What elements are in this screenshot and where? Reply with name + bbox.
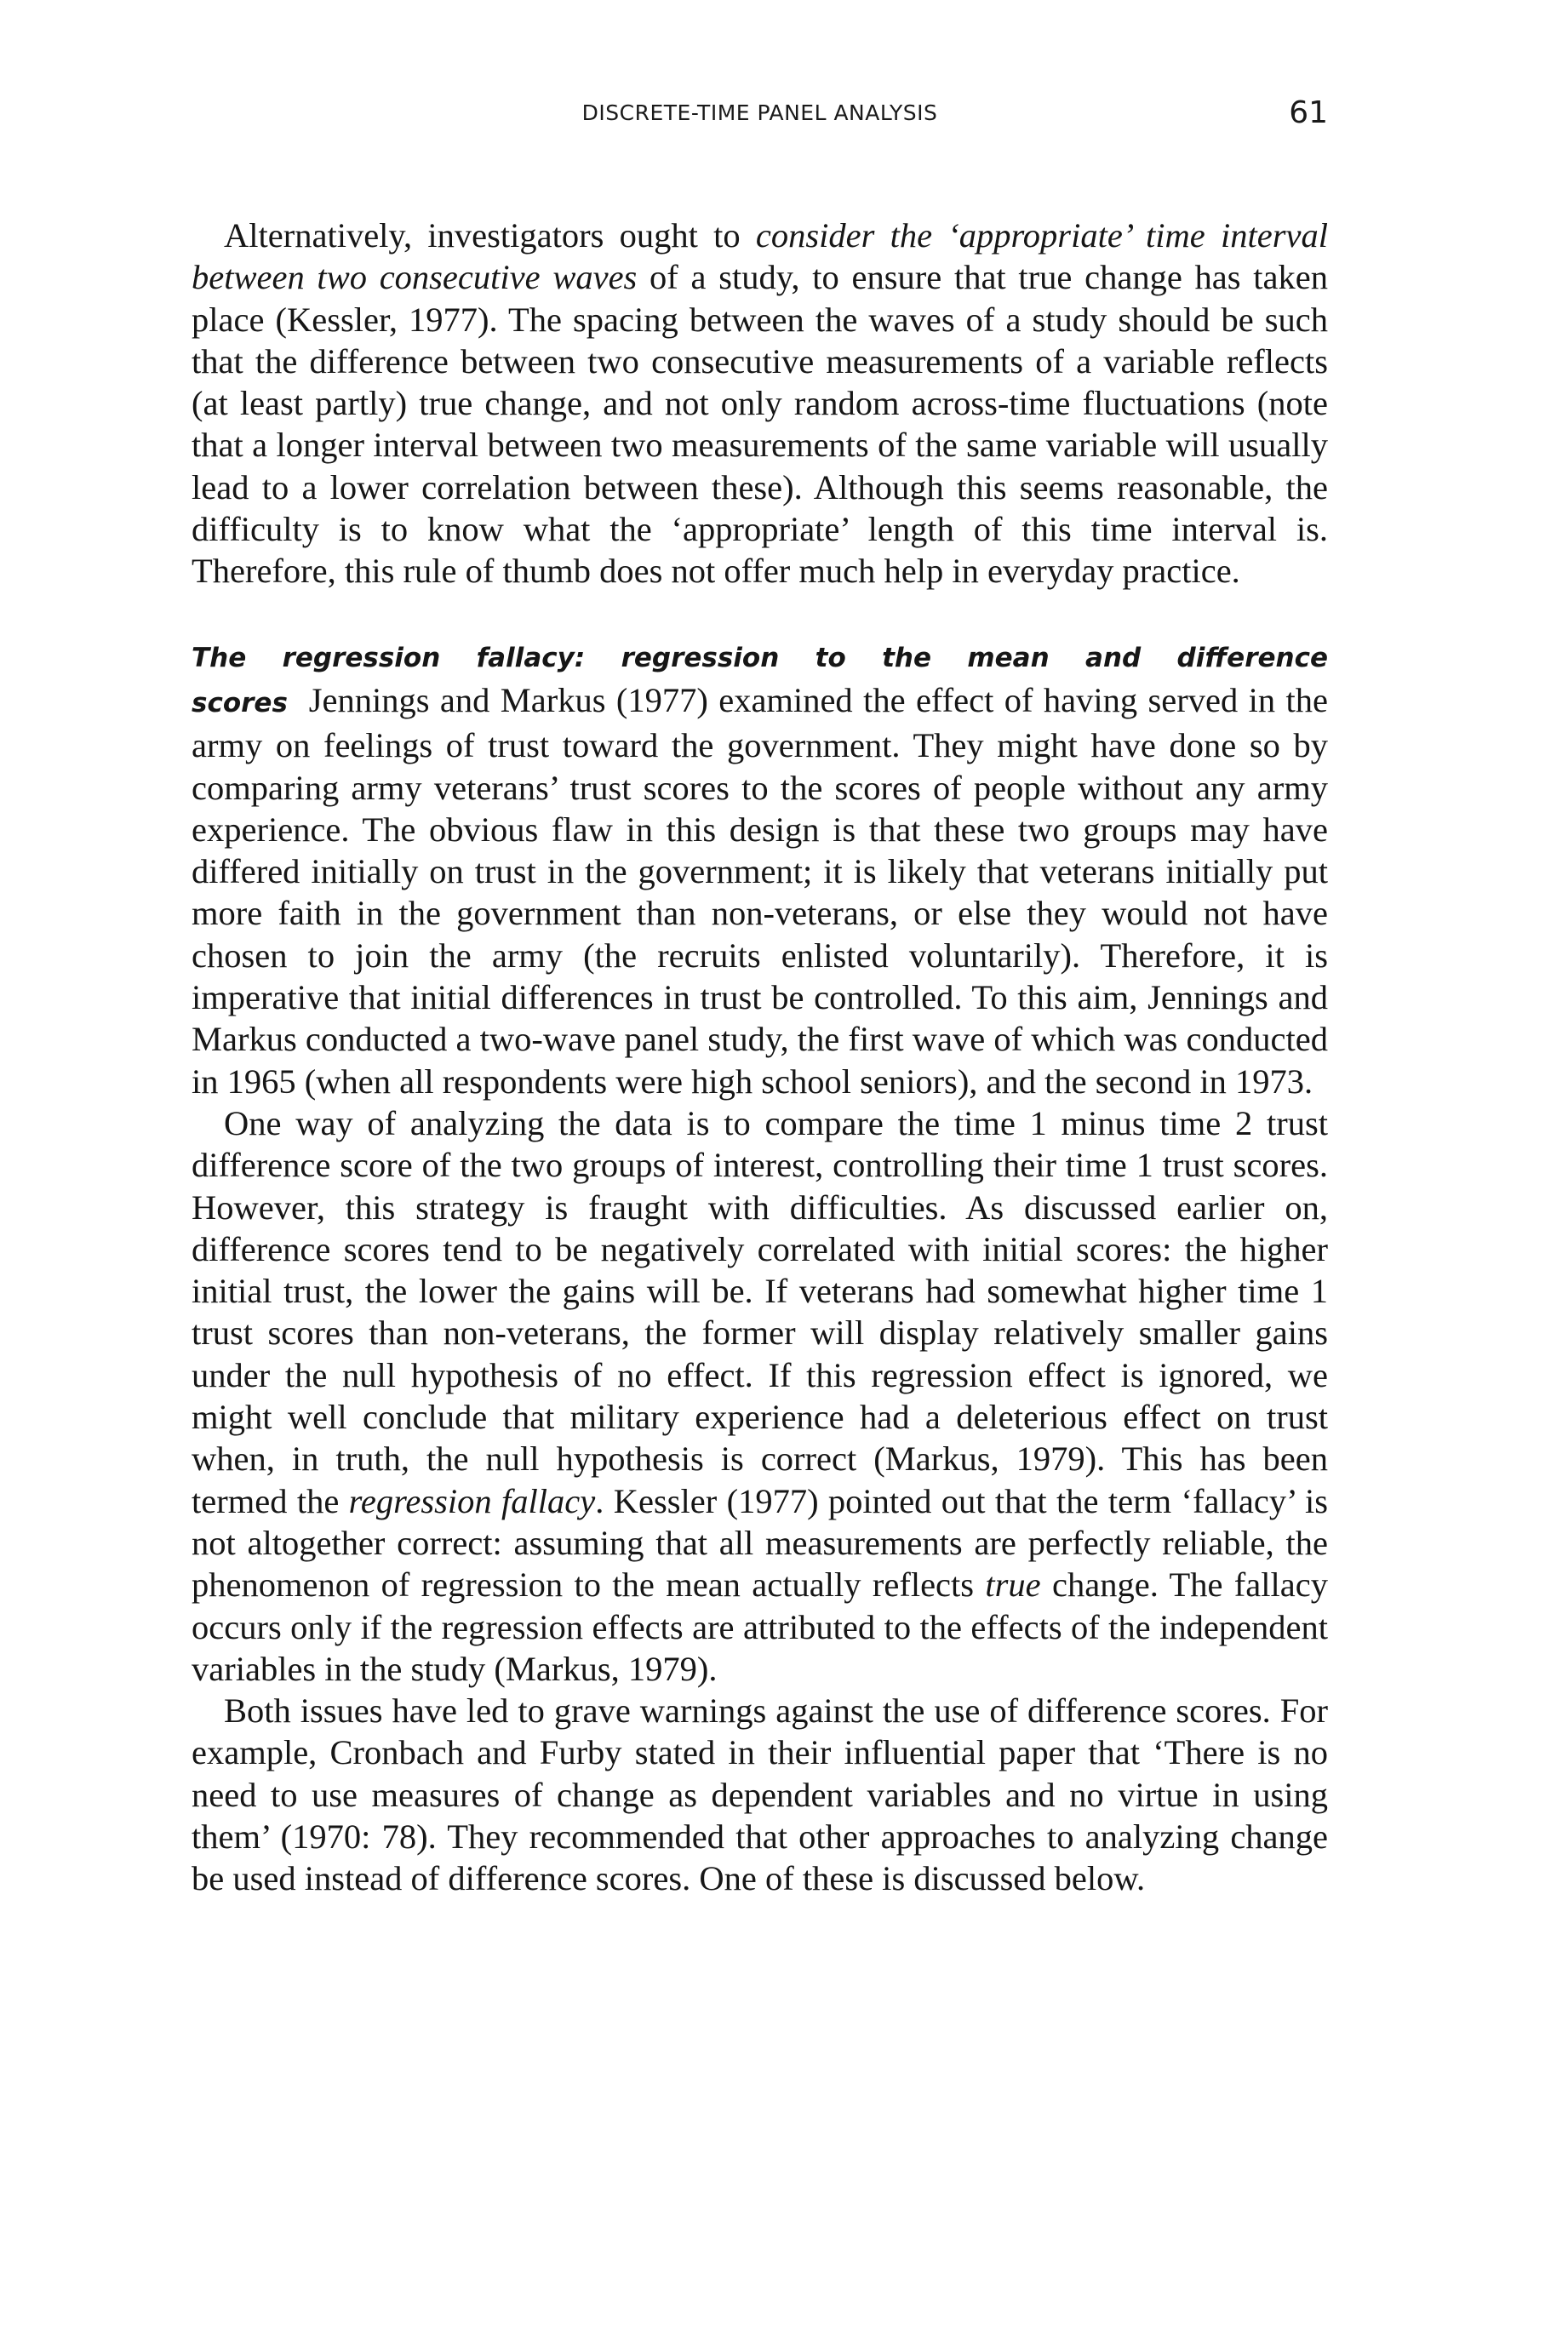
paragraph-text: of a study, to ensure that true change has taken place (Kessler, 1977). The spacing between the waves of a study should be such that the difference between two consecutive measurements of a variable reflects (at least partly) true change, and not only random across-time fluctuations (note that a longer interval between two measurements of the same variable will usually lead to a lower correlation between these). Although this seems reasonable, the difficulty is to know what the ‘appropriate’ length of this time interval is. Therefore, this rule of thumb does not offer much help in everyday practice.: [192, 258, 1328, 591]
emphasis-true: true: [985, 1565, 1041, 1605]
running-head: [192, 95, 1328, 138]
paragraph-text: Both issues have led to grave warnings against the use of difference scores. For example, Cronbach and Furby stated in their influential paper that ‘There is no need to use measures of change as dependent variables and no virtue in using them’ (1970: 78). They recommended that other approaches to analyzing change be used instead of difference scores. One of these is discussed below.: [192, 1691, 1328, 1898]
paragraph-text: Alternatively, investigators ought to: [224, 216, 756, 255]
term-regression-fallacy: regression fallacy: [348, 1481, 596, 1520]
paragraph-difference-scores: [192, 1102, 1328, 1690]
paragraph-text: . Kessler (1977) pointed out that the term ‘fallacy’ is not altogether correct: assuming that all measurements are perfectly reliable, the phenomenon of regression to the mean actually reflects: [192, 1481, 1328, 1605]
paragraph-text: One way of analyzing the data is to compare the time 1 minus time 2 trust difference score of the two groups of interest, controlling their time 1 trust scores. However, this strategy is fraught with difficulties. As discussed earlier on, difference scores tend to be negatively correlated with initial scores: the higher initial trust, the lower the gains will be. If veterans had somewhat higher time 1 trust scores than non-veterans, the former will display relatively smaller gains under the null hypothesis of no effect. If this regression effect is ignored, we might well conclude that military experience had a deleterious effect on trust when, in truth, the null hypothesis is correct (Markus, 1979). This has been termed the: [192, 1103, 1328, 1520]
emphasis-text: consider the ‘appropriate’ time interval between two consecutive waves: [192, 216, 1328, 297]
body-text: [192, 215, 1328, 1900]
section-heading: The regression fallacy: regression to the mean and difference scores: [192, 642, 1328, 718]
paragraph-text: change. The fallacy occurs only if the regression effects are attributed to the effects of the independent variables in the study (Markus, 1979).: [192, 1565, 1328, 1688]
running-title: DISCRETE-TIME PANEL ANALYSIS: [581, 100, 938, 125]
paragraph-text: Jennings and Markus (1977) examined the effect of having served in the army on feelings of trust toward the government. They might have done so by comparing army veterans’ trust scores to the scores of people without any army experience. The obvious flaw in this design is that these two groups may have differed initially on trust in the government; it is likely that veterans initially put more faith in the government than non-veterans, or else they would not have chosen to join the army (the recruits enlisted voluntarily). Therefore, it is imperative that initial differences in trust be controlled. To this aim, Jennings and Markus conducted a two-wave panel study, the first wave of which was conducted in 1965 (when all respondents were high school seniors), and the second in 1973.: [192, 680, 1329, 1101]
paragraph-warnings: [192, 1690, 1328, 1899]
paragraph-regression-fallacy: [192, 634, 1328, 1102]
page-number: 61: [1289, 95, 1328, 130]
paragraph-interval: [192, 215, 1328, 592]
